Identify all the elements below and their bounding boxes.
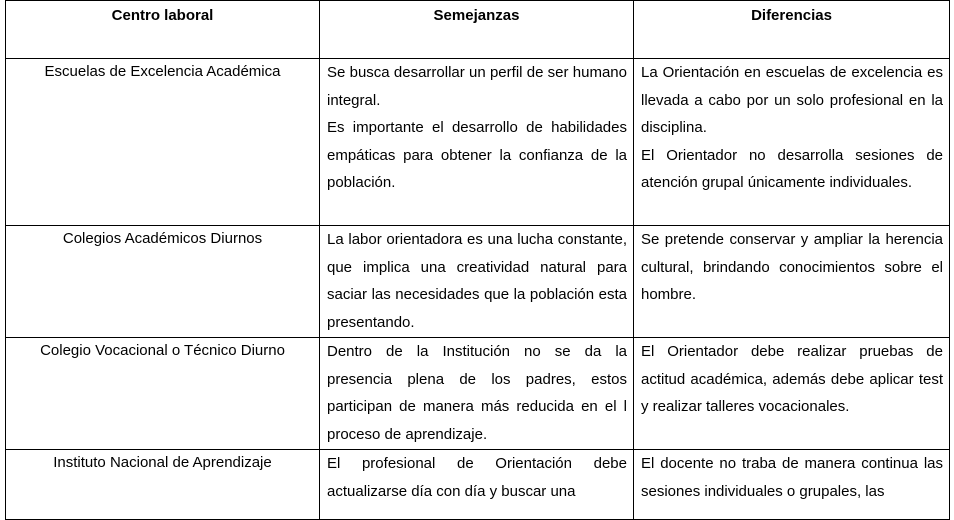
- diferencia-paragraph: El Orientador no desarrolla sesiones de atención grupal únicamente individuales.: [641, 146, 943, 191]
- table-row: [6, 59, 950, 226]
- header-semejanzas: Semejanzas: [433, 7, 520, 24]
- cell-diferencias: [634, 338, 950, 450]
- semejanza-paragraph: Se busca desarrollar un perfil de ser humano integral.: [327, 64, 627, 109]
- cell-semejanzas: [320, 226, 634, 338]
- comparison-table: [5, 0, 950, 520]
- cell-diferencias: [634, 59, 950, 226]
- semejanza-paragraph: Dentro de la Institución no se da la presencia plena de los padres, estos participan de manera más reducida en el l proceso de aprendizaje.: [327, 343, 627, 443]
- header-cell-semejanzas: [320, 1, 634, 59]
- cell-diferencias: [634, 226, 950, 338]
- centro-laboral-text: Colegios Académicos Diurnos: [62, 230, 263, 247]
- header-cell-centro: [6, 1, 320, 59]
- table-row: [6, 338, 950, 450]
- diferencia-paragraph: El docente no traba de manera continua las sesiones individuales o grupales, las: [641, 455, 943, 500]
- cell-centro: [6, 338, 320, 450]
- centro-laboral-text: Escuelas de Excelencia Académica: [44, 63, 281, 80]
- centro-laboral-text: Colegio Vocacional o Técnico Diurno: [40, 342, 285, 359]
- diferencia-paragraph: La Orientación en escuelas de excelencia es llevada a cabo por un solo profesional en la disciplina.: [641, 64, 943, 136]
- header-diferencias: Diferencias: [751, 7, 832, 24]
- table-row: [6, 226, 950, 338]
- cell-centro: [6, 226, 320, 338]
- centro-laboral-text: Instituto Nacional de Aprendizaje: [53, 454, 272, 471]
- diferencia-paragraph: El Orientador debe realizar pruebas de actitud académica, además debe aplicar test y realizar talleres vocacionales.: [641, 343, 943, 415]
- cell-semejanzas: [320, 59, 634, 226]
- header-cell-diferencias: [634, 1, 950, 59]
- cell-centro: [6, 59, 320, 226]
- cell-diferencias: [634, 450, 950, 520]
- semejanza-paragraph: La labor orientadora es una lucha constante, que implica una creatividad natural para saciar las necesidades que la población esta presentando.: [327, 231, 627, 331]
- cell-centro: [6, 450, 320, 520]
- cell-semejanzas: [320, 450, 634, 520]
- diferencia-paragraph: Se pretende conservar y ampliar la herencia cultural, brindando conocimientos sobre el hombre.: [641, 231, 943, 303]
- semejanza-paragraph: El profesional de Orientación debe actualizarse día con día y buscar una: [327, 455, 627, 500]
- header-row: [6, 1, 950, 59]
- semejanza-paragraph: Es importante el desarrollo de habilidades empáticas para obtener la confianza de la población.: [327, 119, 627, 191]
- table-row: [6, 450, 950, 520]
- cell-semejanzas: [320, 338, 634, 450]
- header-centro-laboral: Centro laboral: [111, 7, 214, 24]
